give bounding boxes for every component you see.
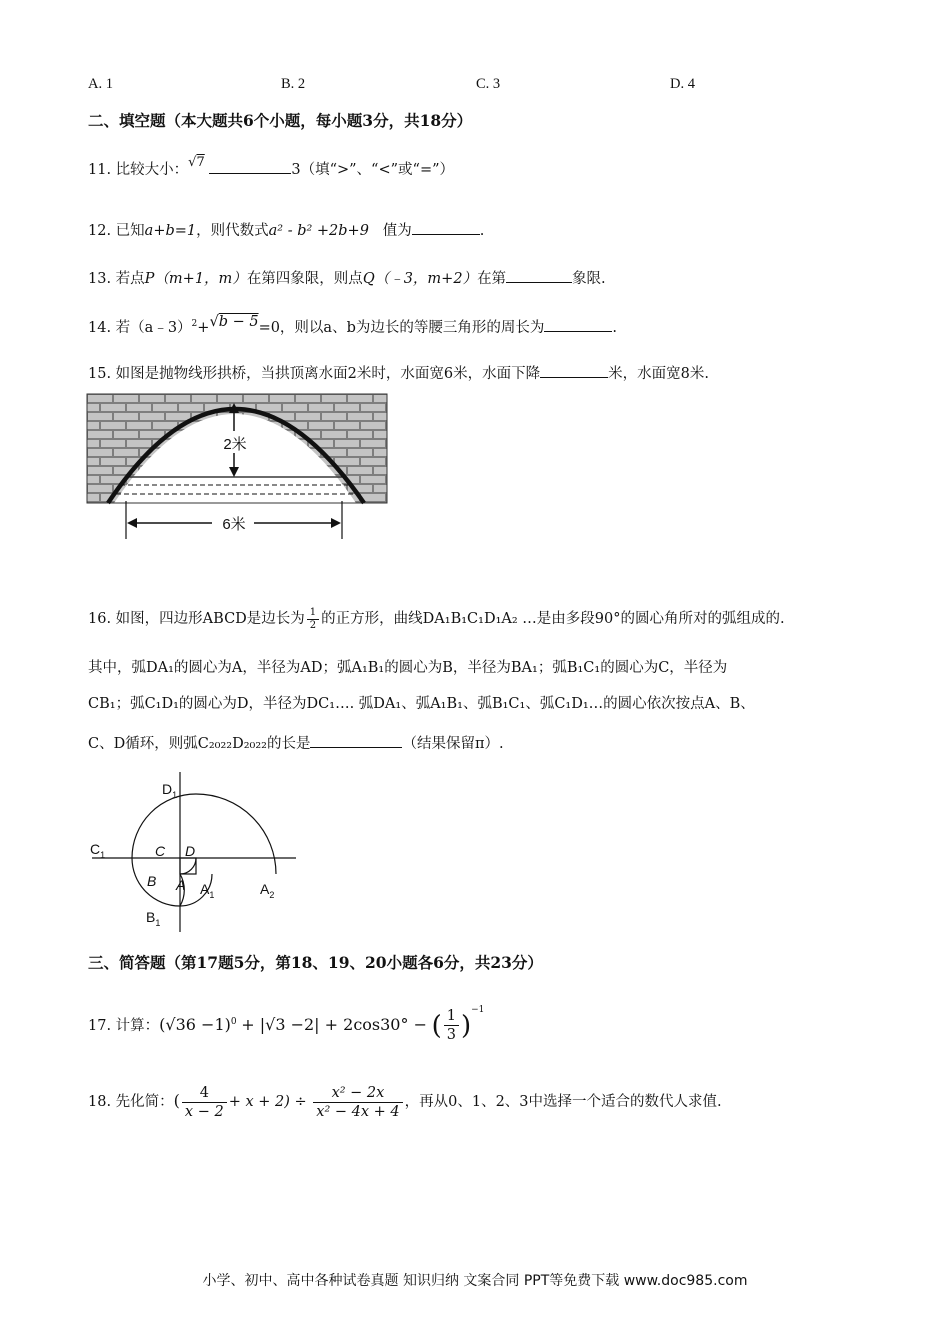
q12-condition: a+b=1 — [144, 223, 197, 239]
q18-fraction-1: $\frac{4}{x - 2}$ — [182, 1084, 227, 1121]
question-11 — [88, 155, 455, 181]
q12-mid: ，则代数式 — [196, 223, 269, 239]
arrow-head-left — [127, 518, 137, 528]
q16-line1b: 的正方形，曲线DA₁B₁C₁D₁A₂ …是由多段90°的圆心角所对的弧组成的. — [321, 611, 785, 627]
q13-blank — [506, 268, 572, 283]
q11-rest: 3（填“>”、“<”或“=”） — [291, 162, 455, 178]
q18-number: 18. 先化简： — [88, 1094, 174, 1110]
page-footer: 小学、初中、高中各种试卷真题 知识归纳 文案合同 PPT等免费下载 www.doc985.com — [202, 1273, 748, 1289]
label-a2: $A_2$ — [260, 881, 275, 900]
option-c: C. 3 — [476, 76, 501, 92]
q14-sqrt: √b − 5 — [209, 313, 259, 330]
q16-line4b: （结果保留π）. — [402, 736, 504, 752]
arrow-head-down — [229, 467, 239, 477]
option-d: D. 4 — [670, 76, 695, 92]
question-17: 17. 计算：$(√36 -1)^0 + |√3 -2| + 2\cos 30^\circ$ − ( $\frac{1}{3}$ )$^{-1}$ — [88, 1005, 485, 1044]
q13-point-p: P（m+1，m） — [144, 271, 247, 287]
q17-fraction: $\frac{1}{3}$ — [444, 1007, 459, 1044]
q13-text2: 在第四象限，则点 — [246, 271, 363, 287]
section-2-heading: 二、填空题（本大题共6个小题，每小题3分，共18分） — [88, 111, 473, 130]
q16-line1a: 16. 如图，四边形ABCD是边长为 — [88, 611, 305, 627]
arc-d1-a2 — [196, 794, 276, 874]
q14-blank — [544, 317, 612, 332]
label-a: A — [176, 877, 186, 893]
q15-blank — [540, 363, 608, 378]
bridge-figure — [86, 393, 390, 541]
question-16-line-3: CB₁；弧C₁D₁的圆心为D，半径为DC₁…. 弧DA₁、弧A₁B₁、弧B₁C₁、弧C₁D₁…的圆心依次按点A、B、 — [88, 696, 755, 712]
width-label: 6米 — [222, 516, 246, 533]
q12-expr: a² - b² +2b+9 — [268, 223, 369, 239]
q11-number: 11. 比较大小： — [88, 162, 189, 178]
q17-number: 17. 计算： — [88, 1017, 160, 1034]
q12-number: 12. 已知 — [88, 223, 145, 239]
question-18: 18. 先化简：( $\frac{4}{x - 2}$ + x + 2) ÷ $\frac{\text{x² − 2x}}{\text{x² − 4x + 4}}$ ，再从0、1、2、3中选择一个适合的数代人求值. — [88, 1084, 722, 1120]
question-15 — [88, 363, 709, 384]
q12-tail: 值为 — [382, 223, 412, 239]
q17-expr-a: (√36 −1) — [159, 1014, 231, 1034]
q18-fraction-2: $\frac{\text{x² − 2x}}{\text{x² − 4x + 4}}$ — [313, 1084, 402, 1121]
q15-text: 15. 如图是抛物线形拱桥，当拱顶离水面2米时，水面宽6米，水面下降 — [88, 366, 541, 382]
label-d: D — [185, 843, 196, 859]
arrow-head-right — [331, 518, 341, 528]
question-14 — [88, 314, 617, 338]
q12-end: . — [479, 223, 485, 239]
question-16-line-4 — [88, 733, 504, 754]
q15-end: 米，水面宽8米. — [608, 366, 709, 382]
section-3-heading: 三、简答题（第17题5分，第18、19、20小题各6分，共23分） — [88, 953, 543, 972]
spiral-figure — [86, 768, 300, 936]
label-c: C — [155, 843, 166, 859]
q17-expr-b: + |√3 −2| + 2cos30° − — [241, 1014, 427, 1034]
label-b: B — [147, 873, 157, 889]
arc-d-a1 — [180, 858, 196, 874]
q13-end: 象限. — [572, 271, 606, 287]
question-13 — [88, 268, 606, 289]
q13-point-q: Q（﹣3，m+2） — [362, 271, 478, 287]
q14-exponent: 2 — [191, 319, 198, 329]
question-16-line-2: 其中，弧DA₁的圆心为A，半径为AD；弧A₁B₁的圆心为B，半径为BA₁；弧B₁C₁的圆心为C，半径为 — [88, 660, 728, 676]
q11-sqrt: √7 — [188, 155, 205, 170]
q16-blank — [310, 733, 402, 748]
q17-exp0: 0 — [230, 1017, 237, 1027]
q14-text1: 14. 若（a﹣3） — [88, 319, 192, 336]
label-c1: $C_1$ — [90, 841, 106, 860]
label-b1: $B_1$ — [146, 909, 161, 928]
q14-end: . — [612, 319, 617, 336]
q18-mid: + x + 2) ÷ — [228, 1094, 307, 1110]
question-16-line-1 — [88, 606, 785, 632]
q16-fraction: $\frac{1}{2}$ — [307, 607, 319, 632]
q17-exp-neg1: −1 — [471, 1005, 485, 1015]
height-label: 2米 — [223, 436, 247, 453]
q13-text1: 13. 若点 — [88, 271, 145, 287]
q12-blank — [412, 220, 480, 235]
question-12 — [88, 220, 484, 241]
q18-tail: ，再从0、1、2、3中选择一个适合的数代人求值. — [404, 1094, 722, 1110]
label-a1: $A_1$ — [200, 881, 215, 900]
q14-plus: + — [197, 319, 210, 336]
q16-line4a: C、D循环，则弧C₂₀₂₂D₂₀₂₂的长是 — [88, 736, 311, 752]
q14-text2: =0，则以a、b为边长的等腰三角形的周长为 — [258, 319, 545, 336]
q11-blank — [209, 159, 291, 174]
label-d1: $D_1$ — [162, 781, 178, 800]
option-b: B. 2 — [281, 76, 306, 92]
option-a: A. 1 — [88, 76, 113, 92]
q13-text3: 在第 — [477, 271, 507, 287]
